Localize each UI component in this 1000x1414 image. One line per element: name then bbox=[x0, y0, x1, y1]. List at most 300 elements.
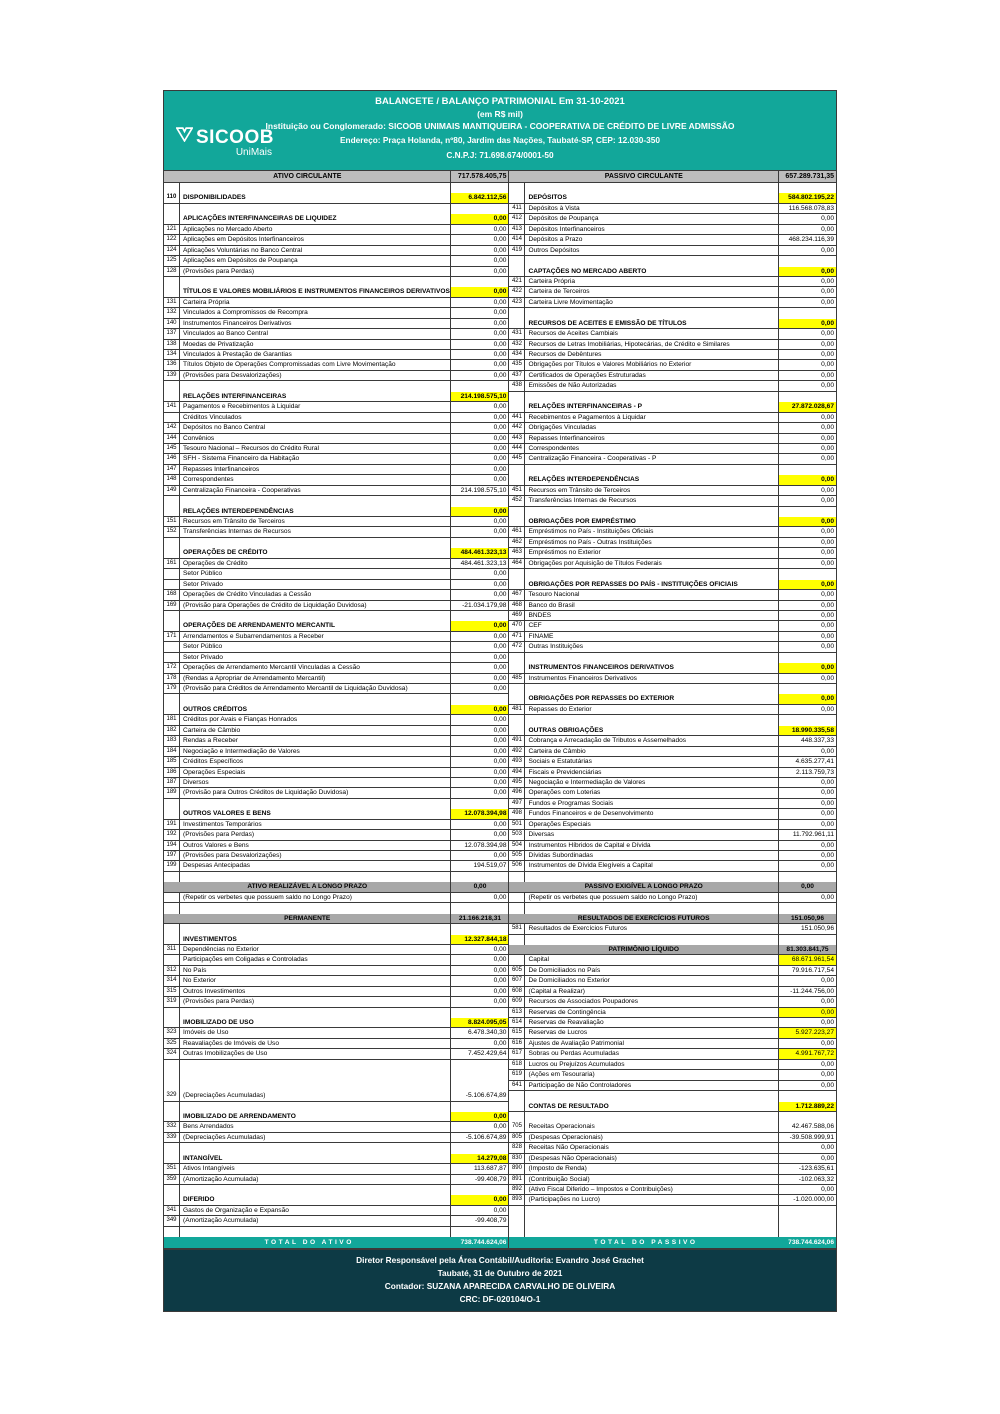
section-header-row bbox=[164, 287, 508, 297]
account-label: Investimentos Temporários bbox=[180, 820, 451, 830]
account-value: 79.916.717,54 bbox=[779, 966, 836, 976]
account-label: Vinculados ao Banco Central bbox=[180, 329, 451, 339]
account-value bbox=[779, 1206, 836, 1216]
account-code bbox=[164, 204, 180, 214]
account-code: 314 bbox=[164, 976, 180, 986]
section-band-row bbox=[509, 882, 836, 892]
account-label: Tesouro Nacional bbox=[525, 590, 779, 600]
account-row bbox=[509, 298, 836, 308]
sicoob-mark-icon bbox=[176, 127, 193, 147]
account-row bbox=[164, 371, 508, 381]
account-code: 169 bbox=[164, 601, 180, 611]
account-value: 42.467.588,06 bbox=[779, 1122, 836, 1132]
account-value bbox=[451, 183, 508, 193]
passivo-column-total-value: 657.289.731,35 bbox=[779, 171, 836, 183]
account-code bbox=[164, 1008, 180, 1018]
account-row bbox=[509, 287, 836, 297]
account-label: (Provisão para Operações de Crédito de Liquidação Duvidosa) bbox=[180, 601, 451, 611]
account-code: 434 bbox=[509, 350, 525, 360]
account-value: 0,00 bbox=[779, 444, 836, 454]
account-value: 0,00 bbox=[779, 350, 836, 360]
account-label: Instrumentos de Dívida Elegíveis a Capital bbox=[525, 861, 779, 871]
account-code: 412 bbox=[509, 214, 525, 224]
account-value: 0,00 bbox=[779, 413, 836, 423]
account-code: 493 bbox=[509, 757, 525, 767]
account-label: De Domiciliados no País bbox=[525, 966, 779, 976]
section-value: 0,00 bbox=[779, 882, 836, 892]
account-label: Carteira Própria bbox=[180, 298, 451, 308]
account-value: 0,00 bbox=[451, 621, 508, 631]
account-code: 451 bbox=[509, 486, 525, 496]
account-row bbox=[509, 768, 836, 778]
account-row bbox=[164, 1049, 508, 1059]
account-row bbox=[164, 444, 508, 454]
account-row bbox=[164, 830, 508, 840]
ativo-grand-total-row bbox=[164, 1237, 508, 1249]
account-label: RELAÇÕES INTERDEPENDÊNCIAS bbox=[525, 475, 779, 485]
account-label: Obrigações por Títulos e Valores Mobiliários no Exterior bbox=[525, 360, 779, 370]
account-row bbox=[509, 204, 836, 214]
account-value: 0,00 bbox=[451, 580, 508, 590]
account-value: 0,00 bbox=[779, 1070, 836, 1080]
account-label bbox=[525, 1112, 779, 1122]
account-row bbox=[509, 1133, 836, 1143]
account-code: 172 bbox=[164, 663, 180, 673]
section-header-row bbox=[509, 726, 836, 736]
account-code: 323 bbox=[164, 1028, 180, 1038]
account-row bbox=[509, 955, 836, 965]
account-code: 189 bbox=[164, 788, 180, 798]
account-value: 0,00 bbox=[451, 1195, 508, 1205]
account-row bbox=[509, 893, 836, 903]
account-code bbox=[164, 642, 180, 652]
account-value bbox=[779, 684, 836, 694]
account-value: 6.842.112,56 bbox=[451, 193, 508, 203]
account-label: Fiscais e Previdenciárias bbox=[525, 768, 779, 778]
account-code bbox=[164, 705, 180, 715]
account-value: 0,00 bbox=[779, 809, 836, 819]
account-code: 197 bbox=[164, 851, 180, 861]
account-label: Participação de Não Controladores bbox=[525, 1081, 779, 1091]
account-row bbox=[164, 423, 508, 433]
account-label: Receitas Não Operacionais bbox=[525, 1143, 779, 1153]
account-label: (Amortização Acumulada) bbox=[180, 1175, 451, 1185]
account-label: Recursos de Letras Imobiliárias, Hipotecárias, de Crédito e Similares bbox=[525, 340, 779, 350]
spacer-row bbox=[164, 1081, 508, 1091]
spacer-row bbox=[509, 1112, 836, 1122]
account-label: Dívidas Subordinadas bbox=[525, 851, 779, 861]
account-row bbox=[509, 778, 836, 788]
account-value: 0,00 bbox=[451, 527, 508, 537]
account-label: Títulos Objeto de Operações Compromissadas com Livre Movimentação bbox=[180, 360, 451, 370]
account-value: 4.635.277,41 bbox=[779, 757, 836, 767]
account-code: 442 bbox=[509, 423, 525, 433]
account-code bbox=[509, 267, 525, 277]
account-label: Banco do Brasil bbox=[525, 601, 779, 611]
account-label: Reservas de Contingência bbox=[525, 1008, 779, 1018]
account-row bbox=[164, 267, 508, 277]
account-row bbox=[164, 601, 508, 611]
account-value: 0,00 bbox=[451, 747, 508, 757]
account-code: 616 bbox=[509, 1039, 525, 1049]
account-label: Arrendamentos e Subarrendamentos a Receber bbox=[180, 632, 451, 642]
account-row bbox=[509, 1195, 836, 1205]
account-code: 892 bbox=[509, 1185, 525, 1195]
account-row bbox=[164, 486, 508, 496]
section-band-row bbox=[164, 914, 508, 924]
account-label bbox=[525, 183, 779, 193]
account-value: 0,00 bbox=[451, 987, 508, 997]
account-label: Empréstimos no Exterior bbox=[525, 548, 779, 558]
account-label: (Amortização Acumulada) bbox=[180, 1216, 451, 1226]
account-row bbox=[509, 1028, 836, 1038]
account-label: Imóveis de Uso bbox=[180, 1028, 451, 1038]
account-value bbox=[779, 715, 836, 725]
account-row bbox=[509, 632, 836, 642]
account-code: 498 bbox=[509, 809, 525, 819]
account-code: 432 bbox=[509, 340, 525, 350]
footer-line-2: Taubaté, 31 de Outubro de 2021 bbox=[437, 1268, 563, 1279]
account-code bbox=[164, 569, 180, 579]
account-code bbox=[164, 392, 180, 402]
account-value bbox=[779, 183, 836, 193]
account-value bbox=[451, 1227, 508, 1237]
account-value: 68.671.961,54 bbox=[779, 955, 836, 965]
account-label: INVESTIMENTOS bbox=[180, 935, 451, 945]
account-code bbox=[164, 653, 180, 663]
account-row bbox=[509, 371, 836, 381]
account-value: 0,00 bbox=[779, 1008, 836, 1018]
account-label: Capital bbox=[525, 955, 779, 965]
section-value: 81.303.841,75 bbox=[779, 945, 836, 955]
account-value: 0,00 bbox=[451, 444, 508, 454]
account-value: 0,00 bbox=[779, 319, 836, 329]
account-value: 0,00 bbox=[779, 642, 836, 652]
account-label bbox=[180, 694, 451, 704]
account-value: 0,00 bbox=[451, 214, 508, 224]
account-code: 199 bbox=[164, 861, 180, 871]
section-value: 738.744.624,06 bbox=[451, 1237, 508, 1249]
spacer-row bbox=[509, 465, 836, 475]
account-value bbox=[779, 1227, 836, 1237]
account-label: Operações de Arrendamento Mercantil Vinculadas a Cessão bbox=[180, 663, 451, 673]
account-value: 0,00 bbox=[451, 684, 508, 694]
account-label: (Repetir os verbetes que possuem saldo no Longo Prazo) bbox=[180, 893, 451, 903]
account-label bbox=[525, 507, 779, 517]
account-value bbox=[779, 1112, 836, 1122]
account-value: 0,00 bbox=[779, 329, 836, 339]
account-value bbox=[779, 256, 836, 266]
account-label: Aplicações em Depósitos de Poupança bbox=[180, 256, 451, 266]
account-code bbox=[164, 214, 180, 224]
account-label: (Capital a Realizar) bbox=[525, 987, 779, 997]
account-label: Setor Público bbox=[180, 569, 451, 579]
account-code: 319 bbox=[164, 997, 180, 1007]
account-code: 423 bbox=[509, 298, 525, 308]
account-row bbox=[164, 820, 508, 830]
account-code: 148 bbox=[164, 475, 180, 485]
section-header-row bbox=[509, 580, 836, 590]
account-value: 0,00 bbox=[451, 423, 508, 433]
account-value: 0,00 bbox=[451, 298, 508, 308]
account-label: (Ações em Tesouraria) bbox=[525, 1070, 779, 1080]
account-code: 324 bbox=[164, 1049, 180, 1059]
spacer-row bbox=[164, 1060, 508, 1070]
account-row bbox=[509, 976, 836, 986]
account-value bbox=[451, 1060, 508, 1070]
account-code bbox=[164, 1102, 180, 1112]
account-row bbox=[164, 632, 508, 642]
account-label bbox=[525, 569, 779, 579]
account-label: SFH - Sistema Financeiro da Habitação bbox=[180, 454, 451, 464]
account-value: 0,00 bbox=[451, 329, 508, 339]
account-label: Créditos por Avais e Fianças Honrados bbox=[180, 715, 451, 725]
account-value: 0,00 bbox=[779, 1143, 836, 1153]
account-label bbox=[525, 256, 779, 266]
account-code: 138 bbox=[164, 340, 180, 350]
account-row bbox=[164, 987, 508, 997]
account-label: Outras Instituições bbox=[525, 642, 779, 652]
account-row bbox=[509, 1018, 836, 1028]
account-label bbox=[525, 465, 779, 475]
ativo-column-header-row bbox=[164, 171, 508, 183]
account-label: Reservas de Lucros bbox=[525, 1028, 779, 1038]
account-code: 178 bbox=[164, 674, 180, 684]
account-row bbox=[509, 830, 836, 840]
account-label: CONTAS DE RESULTADO bbox=[525, 1102, 779, 1112]
account-label: Repasses Interfinanceiros bbox=[525, 434, 779, 444]
account-code: 421 bbox=[509, 277, 525, 287]
account-label: Rendas a Receber bbox=[180, 736, 451, 746]
account-value: 5.927.223,27 bbox=[779, 1028, 836, 1038]
account-code bbox=[164, 538, 180, 548]
account-label bbox=[180, 924, 451, 934]
account-code bbox=[164, 694, 180, 704]
account-code bbox=[164, 183, 180, 193]
account-code: 467 bbox=[509, 590, 525, 600]
account-value: 8.824.095,05 bbox=[451, 1018, 508, 1028]
account-label: (Participações no Lucro) bbox=[525, 1195, 779, 1205]
account-value: 0,00 bbox=[451, 350, 508, 360]
account-value: 0,00 bbox=[779, 1060, 836, 1070]
account-label: (Despesas Operacionais) bbox=[525, 1133, 779, 1143]
account-value: -21.034.179,98 bbox=[451, 601, 508, 611]
account-code: 125 bbox=[164, 256, 180, 266]
account-label: Aplicações Voluntárias no Banco Central bbox=[180, 246, 451, 256]
account-value: 0,00 bbox=[779, 527, 836, 537]
account-code: 315 bbox=[164, 987, 180, 997]
account-label: Convênios bbox=[180, 434, 451, 444]
account-row bbox=[164, 684, 508, 694]
account-label: Despesas Antecipadas bbox=[180, 861, 451, 871]
account-row bbox=[164, 674, 508, 684]
account-label: Diversos bbox=[180, 778, 451, 788]
account-code bbox=[164, 580, 180, 590]
account-row bbox=[164, 1028, 508, 1038]
account-value: 0,00 bbox=[779, 1081, 836, 1091]
section-header-row bbox=[164, 193, 508, 203]
account-label: TÍTULOS E VALORES MOBILIÁRIOS E INSTRUMENTOS FINANCEIROS DERIVATIVOS bbox=[180, 287, 451, 297]
account-label: (Provisões para Desvalorizações) bbox=[180, 371, 451, 381]
account-value: 214.198.575,10 bbox=[451, 486, 508, 496]
account-label: (Provisões para Desvalorizações) bbox=[180, 851, 451, 861]
account-label: RECURSOS DE ACEITES E EMISSÃO DE TÍTULOS bbox=[525, 319, 779, 329]
report-footer bbox=[164, 1249, 836, 1311]
account-label: DEPÓSITOS bbox=[525, 193, 779, 203]
account-label: Outros Depósitos bbox=[525, 246, 779, 256]
account-label bbox=[180, 204, 451, 214]
account-value: 0,00 bbox=[451, 726, 508, 736]
account-code: 137 bbox=[164, 329, 180, 339]
ativo-column bbox=[164, 171, 509, 1249]
account-code: 461 bbox=[509, 527, 525, 537]
account-label: Aplicações no Mercado Aberto bbox=[180, 225, 451, 235]
account-value: 27.872.028,67 bbox=[779, 402, 836, 412]
account-value: 584.802.195,22 bbox=[779, 193, 836, 203]
account-label: OPERAÇÕES DE ARRENDAMENTO MERCANTIL bbox=[180, 621, 451, 631]
account-code: 186 bbox=[164, 768, 180, 778]
account-code: 462 bbox=[509, 538, 525, 548]
account-code: 615 bbox=[509, 1028, 525, 1038]
account-code: 183 bbox=[164, 736, 180, 746]
account-label: OBRIGAÇÕES POR REPASSES DO EXTERIOR bbox=[525, 694, 779, 704]
account-value: 0,00 bbox=[779, 841, 836, 851]
section-value: 738.744.624,06 bbox=[779, 1237, 836, 1249]
account-label: Setor Privado bbox=[180, 580, 451, 590]
account-code bbox=[509, 256, 525, 266]
account-code bbox=[509, 392, 525, 402]
account-label: Operações Especiais bbox=[180, 768, 451, 778]
account-label: No País bbox=[180, 966, 451, 976]
account-code: 501 bbox=[509, 820, 525, 830]
account-code: 140 bbox=[164, 319, 180, 329]
account-code bbox=[164, 1195, 180, 1205]
account-label: OBRIGAÇÕES POR REPASSES DO PAÍS - INSTITUIÇÕES OFICIAIS bbox=[525, 580, 779, 590]
account-code: 171 bbox=[164, 632, 180, 642]
account-code: 444 bbox=[509, 444, 525, 454]
section-header-row bbox=[164, 392, 508, 402]
account-row bbox=[164, 726, 508, 736]
account-code bbox=[164, 287, 180, 297]
section-label: PERMANENTE bbox=[164, 914, 451, 924]
spacer-row bbox=[509, 1091, 836, 1101]
report-header bbox=[164, 91, 836, 171]
account-value: 0,00 bbox=[779, 788, 836, 798]
account-value: 0,00 bbox=[779, 423, 836, 433]
account-value bbox=[451, 1102, 508, 1112]
account-row bbox=[509, 841, 836, 851]
account-row bbox=[509, 329, 836, 339]
account-code: 464 bbox=[509, 559, 525, 569]
spacer-row bbox=[509, 1216, 836, 1226]
spacer-row bbox=[509, 507, 836, 517]
account-row bbox=[509, 246, 836, 256]
account-row bbox=[509, 799, 836, 809]
account-code bbox=[164, 935, 180, 945]
account-code bbox=[509, 653, 525, 663]
account-value: 0,00 bbox=[451, 319, 508, 329]
section-header-row bbox=[164, 507, 508, 517]
account-row bbox=[509, 1164, 836, 1174]
account-code bbox=[164, 955, 180, 965]
account-value: 0,00 bbox=[779, 747, 836, 757]
account-row bbox=[164, 757, 508, 767]
section-label: ATIVO REALIZÁVEL A LONGO PRAZO bbox=[164, 882, 451, 892]
account-row bbox=[509, 413, 836, 423]
account-value bbox=[451, 1070, 508, 1080]
account-code bbox=[509, 193, 525, 203]
account-row bbox=[509, 277, 836, 287]
spacer-row bbox=[509, 935, 836, 945]
account-value: 0,00 bbox=[779, 997, 836, 1007]
account-code: 830 bbox=[509, 1154, 525, 1164]
account-code: 607 bbox=[509, 976, 525, 986]
account-label: Ativos Intangíveis bbox=[180, 1164, 451, 1174]
account-label: (Rendas a Apropriar de Arrendamento Mercantil) bbox=[180, 674, 451, 684]
account-value: 0,00 bbox=[451, 945, 508, 955]
account-value: 0,00 bbox=[779, 632, 836, 642]
account-row bbox=[509, 1175, 836, 1185]
account-label bbox=[525, 903, 779, 913]
account-row bbox=[164, 663, 508, 673]
account-code: 506 bbox=[509, 861, 525, 871]
spacer-row bbox=[164, 924, 508, 934]
account-value: 0,00 bbox=[451, 1122, 508, 1132]
account-label: BNDES bbox=[525, 611, 779, 621]
account-label: DISPONIBILIDADES bbox=[180, 193, 451, 203]
account-code: 185 bbox=[164, 757, 180, 767]
account-row bbox=[509, 820, 836, 830]
account-value: 0,00 bbox=[451, 517, 508, 527]
account-label: Fundos e Programas Sociais bbox=[525, 799, 779, 809]
account-label: OUTROS CRÉDITOS bbox=[180, 705, 451, 715]
account-value: 0,00 bbox=[451, 705, 508, 715]
section-header-row bbox=[164, 705, 508, 715]
account-value: 1.712.889,22 bbox=[779, 1102, 836, 1112]
account-code bbox=[164, 413, 180, 423]
account-code: 146 bbox=[164, 454, 180, 464]
account-row bbox=[509, 225, 836, 235]
account-value: 0,00 bbox=[451, 653, 508, 663]
account-code: 705 bbox=[509, 1122, 525, 1132]
account-code: 609 bbox=[509, 997, 525, 1007]
account-label: Cobrança e Arrecadação de Tributos e Assemelhados bbox=[525, 736, 779, 746]
account-value: 484.461.323,13 bbox=[451, 548, 508, 558]
account-code: 139 bbox=[164, 371, 180, 381]
account-label: (Imposto de Renda) bbox=[525, 1164, 779, 1174]
account-code: 422 bbox=[509, 287, 525, 297]
account-label: Lucros ou Prejuízos Acumulados bbox=[525, 1060, 779, 1070]
account-code bbox=[164, 1143, 180, 1153]
account-label: De Domiciliados no Exterior bbox=[525, 976, 779, 986]
account-row bbox=[509, 851, 836, 861]
account-label: INSTRUMENTOS FINANCEIROS DERIVATIVOS bbox=[525, 663, 779, 673]
account-code: 419 bbox=[509, 246, 525, 256]
account-label: Transferências Internas de Recursos bbox=[180, 527, 451, 537]
account-code: 414 bbox=[509, 235, 525, 245]
account-label: Créditos Vinculados bbox=[180, 413, 451, 423]
account-value bbox=[451, 538, 508, 548]
account-value: 0,00 bbox=[451, 778, 508, 788]
account-code bbox=[509, 663, 525, 673]
account-value bbox=[451, 1185, 508, 1195]
account-row bbox=[164, 642, 508, 652]
account-value: -5.106.674,89 bbox=[451, 1133, 508, 1143]
account-label: Depósitos Interfinanceiros bbox=[525, 225, 779, 235]
account-code bbox=[164, 1060, 180, 1070]
spacer-row bbox=[509, 256, 836, 266]
account-code: 168 bbox=[164, 590, 180, 600]
